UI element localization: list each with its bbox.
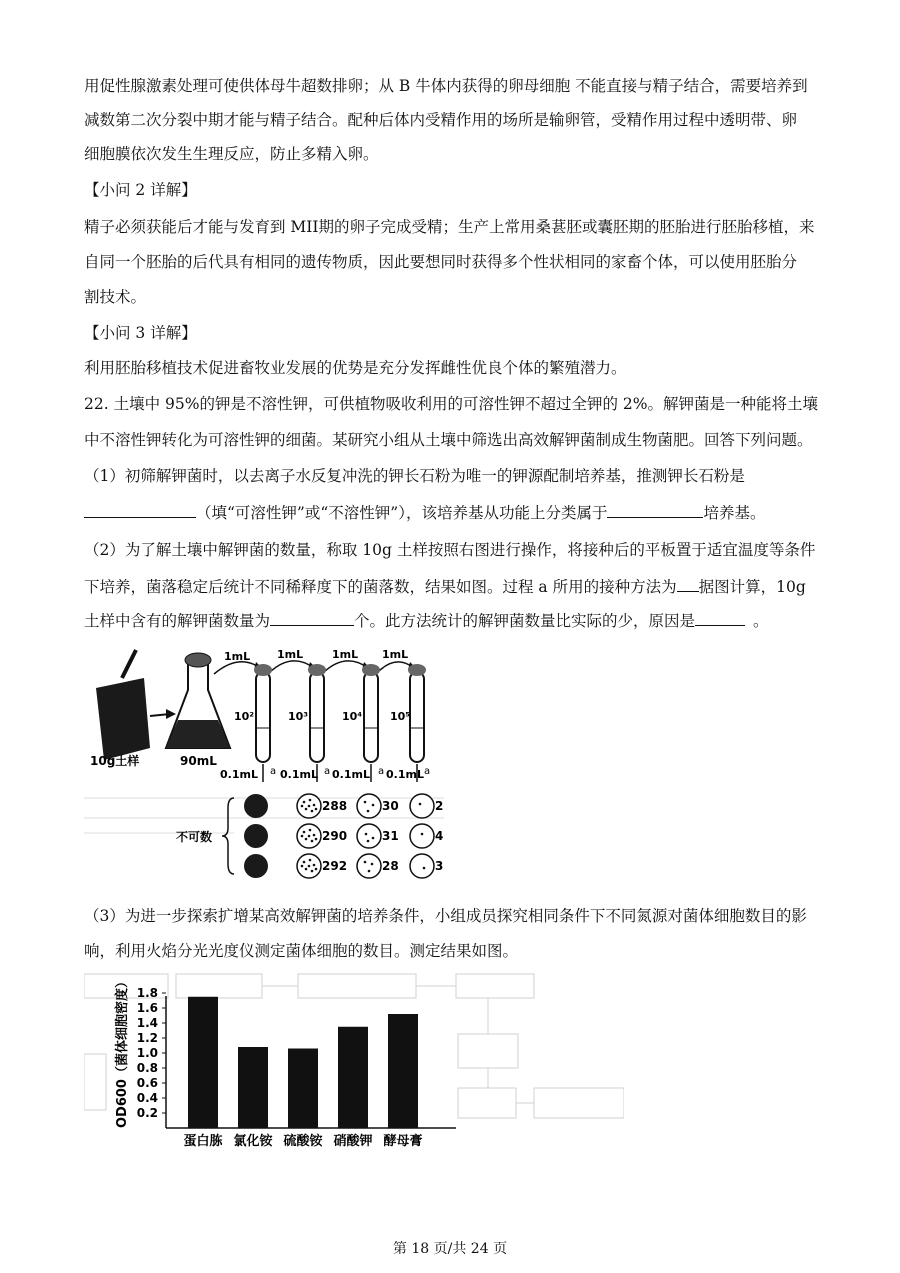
question-stem: 22. 土壤中 95%的钾是不溶性钾，可供植物吸收利用的可溶性钾不超过全钾的 2%。解钾菌是一种能将土壤 — [84, 395, 818, 413]
y-tick-label: 1.2 — [136, 1031, 158, 1045]
category-label: 硝酸钾 — [333, 1134, 373, 1149]
colony-count: 28 — [382, 859, 399, 873]
category-label: 酵母膏 — [383, 1134, 423, 1149]
colony-count: 288 — [322, 799, 348, 813]
inoculum-label: 0.1mL — [280, 768, 318, 781]
petri-plate — [244, 824, 268, 848]
colony-count: 290 — [322, 829, 348, 843]
sub-question-1: （填“可溶性钾”或“不溶性钾”），该培养基从功能上分类属于 培养基。 — [84, 502, 765, 523]
page-footer: 第 18 页/共 24 页 — [392, 1241, 508, 1257]
answer-blank[interactable] — [270, 610, 354, 626]
petri-plate — [244, 794, 268, 818]
section-heading: 【小问 2 详解】 — [84, 181, 197, 199]
text-line: 精子必须获能后才能与发育到 MII期的卵子完成受精；生产上常用桑葚胚或囊胚期的胚胎进行胚胎移植，来 — [84, 218, 815, 236]
transfer-label: 1mL — [224, 650, 251, 663]
sub-question-2: 土样中含有的解钾菌数量为 个。此方法统计的解钾菌数量比实际的少，原因是 。 — [84, 612, 769, 630]
petri-plate — [244, 854, 268, 878]
colony-count: 2 — [435, 799, 444, 813]
answer-blank[interactable] — [677, 576, 699, 592]
sub-question-2: （2）为了解土壤中解钾菌的数量，称取 10g 土样按照右图进行操作，将接种后的平板置于适宜温度等条件 — [84, 541, 816, 559]
soil-sample-cup — [96, 650, 176, 760]
flask — [166, 653, 230, 748]
sub-question-1: （1）初筛解钾菌时，以去离子水反复冲洗的钾长石粉为唯一的钾源配制培养基，推测钾长石粉是 — [84, 467, 745, 485]
petri-plate — [357, 824, 381, 848]
process-a-label: a — [324, 766, 331, 777]
y-tick-label: 1.8 — [136, 986, 158, 1000]
text-line: 减数第二次分裂中期才能与精子结合。配种后体内受精作用的场所是输卵管，受精作用过程中透明带、卵 — [84, 111, 798, 129]
section-heading: 【小问 3 详解】 — [84, 324, 197, 342]
category-label: 蛋白胨 — [183, 1134, 223, 1149]
inoculum-label: 0.1mL — [220, 768, 258, 781]
y-tick-label: 0.2 — [136, 1106, 158, 1120]
y-tick-label: 1.0 — [136, 1046, 158, 1060]
process-a-label: a — [270, 766, 277, 777]
dilution-label: 10³ — [288, 710, 309, 723]
sub-question-3: （3）为进一步探索扩增某高效解钾菌的培养条件，小组成员探究相同条件下不同氮源对菌体细胞数目的影 — [84, 907, 807, 925]
inoculum-label: 0.1mL — [386, 768, 424, 781]
test-tube — [256, 672, 270, 762]
text-line: 用促性腺激素处理可使供体母牛超数排卵；从 B 牛体内获得的卵母细胞 不能直接与精子结合，需要培养到 — [84, 77, 808, 95]
test-tube — [410, 672, 424, 762]
answer-blank[interactable] — [84, 502, 196, 518]
colony-count: 30 — [382, 799, 399, 813]
y-tick-label: 0.8 — [136, 1061, 158, 1075]
soil-label: 10g土样 — [90, 754, 140, 768]
bar — [238, 1047, 268, 1128]
y-tick-label: 0.4 — [136, 1091, 158, 1105]
category-label: 硫酸铵 — [283, 1134, 323, 1149]
y-axis-label: OD600（菌体细胞密度） — [115, 975, 130, 1128]
colony-count: 292 — [322, 859, 348, 873]
text-line: 自同一个胚胎的后代具有相同的遗传物质，因此要想同时获得多个性状相同的家畜个体，可以使用胚胎分 — [84, 253, 798, 271]
flask-label: 90mL — [180, 754, 217, 768]
bar — [338, 1027, 368, 1128]
inoculum-label: 0.1mL — [332, 768, 370, 781]
petri-plate — [357, 854, 381, 878]
text-line: 细胞膜依次发生生理反应，防止多精入卵。 — [84, 145, 379, 163]
process-a-label: a — [424, 766, 431, 777]
answer-blank[interactable] — [695, 610, 745, 626]
nitrogen-source-chart — [84, 972, 624, 1152]
y-tick-label: 1.6 — [136, 1001, 158, 1015]
colony-count: 31 — [382, 829, 399, 843]
petri-plate — [357, 794, 381, 818]
dilution-label: 10⁴ — [342, 710, 363, 723]
colony-count: 4 — [435, 829, 444, 843]
dilution-label: 10⁵ — [390, 710, 411, 723]
test-tube — [364, 672, 378, 762]
y-tick-label: 1.4 — [136, 1016, 158, 1030]
colony-count: 3 — [435, 859, 444, 873]
sub-question-2: 下培养，菌落稳定后统计不同稀释度下的菌落数，结果如图。过程 a 所用的接种方法为 据图计算，10g — [84, 578, 806, 596]
sub-question-3: 响，利用火焰分光光度仪测定菌体细胞的数目。测定结果如图。 — [84, 942, 519, 960]
transfer-label: 1mL — [277, 648, 304, 661]
transfer-label: 1mL — [332, 648, 359, 661]
bar — [188, 997, 218, 1128]
transfer-label: 1mL — [382, 648, 409, 661]
petri-plate — [410, 824, 434, 848]
dilution-figure — [84, 648, 454, 888]
process-a-label: a — [378, 766, 385, 777]
category-label: 氯化铵 — [233, 1134, 273, 1149]
dilution-label: 10² — [234, 710, 255, 723]
uncountable-label: 不可数 — [176, 830, 213, 844]
text-line: 割技术。 — [84, 288, 147, 306]
text-line: 利用胚胎移植技术促进畜牧业发展的优势是充分发挥雌性优良个体的繁殖潜力。 — [84, 359, 627, 377]
bar — [388, 1014, 418, 1128]
petri-plate — [410, 794, 434, 818]
bar — [288, 1049, 318, 1129]
question-stem: 中不溶性钾转化为可溶性钾的细菌。某研究小组从土壤中筛选出高效解钾菌制成生物菌肥。回答下列问题。 — [84, 431, 813, 449]
test-tube — [310, 672, 324, 762]
y-tick-label: 0.6 — [136, 1076, 158, 1090]
answer-blank[interactable] — [607, 502, 703, 518]
petri-plate — [410, 854, 434, 878]
